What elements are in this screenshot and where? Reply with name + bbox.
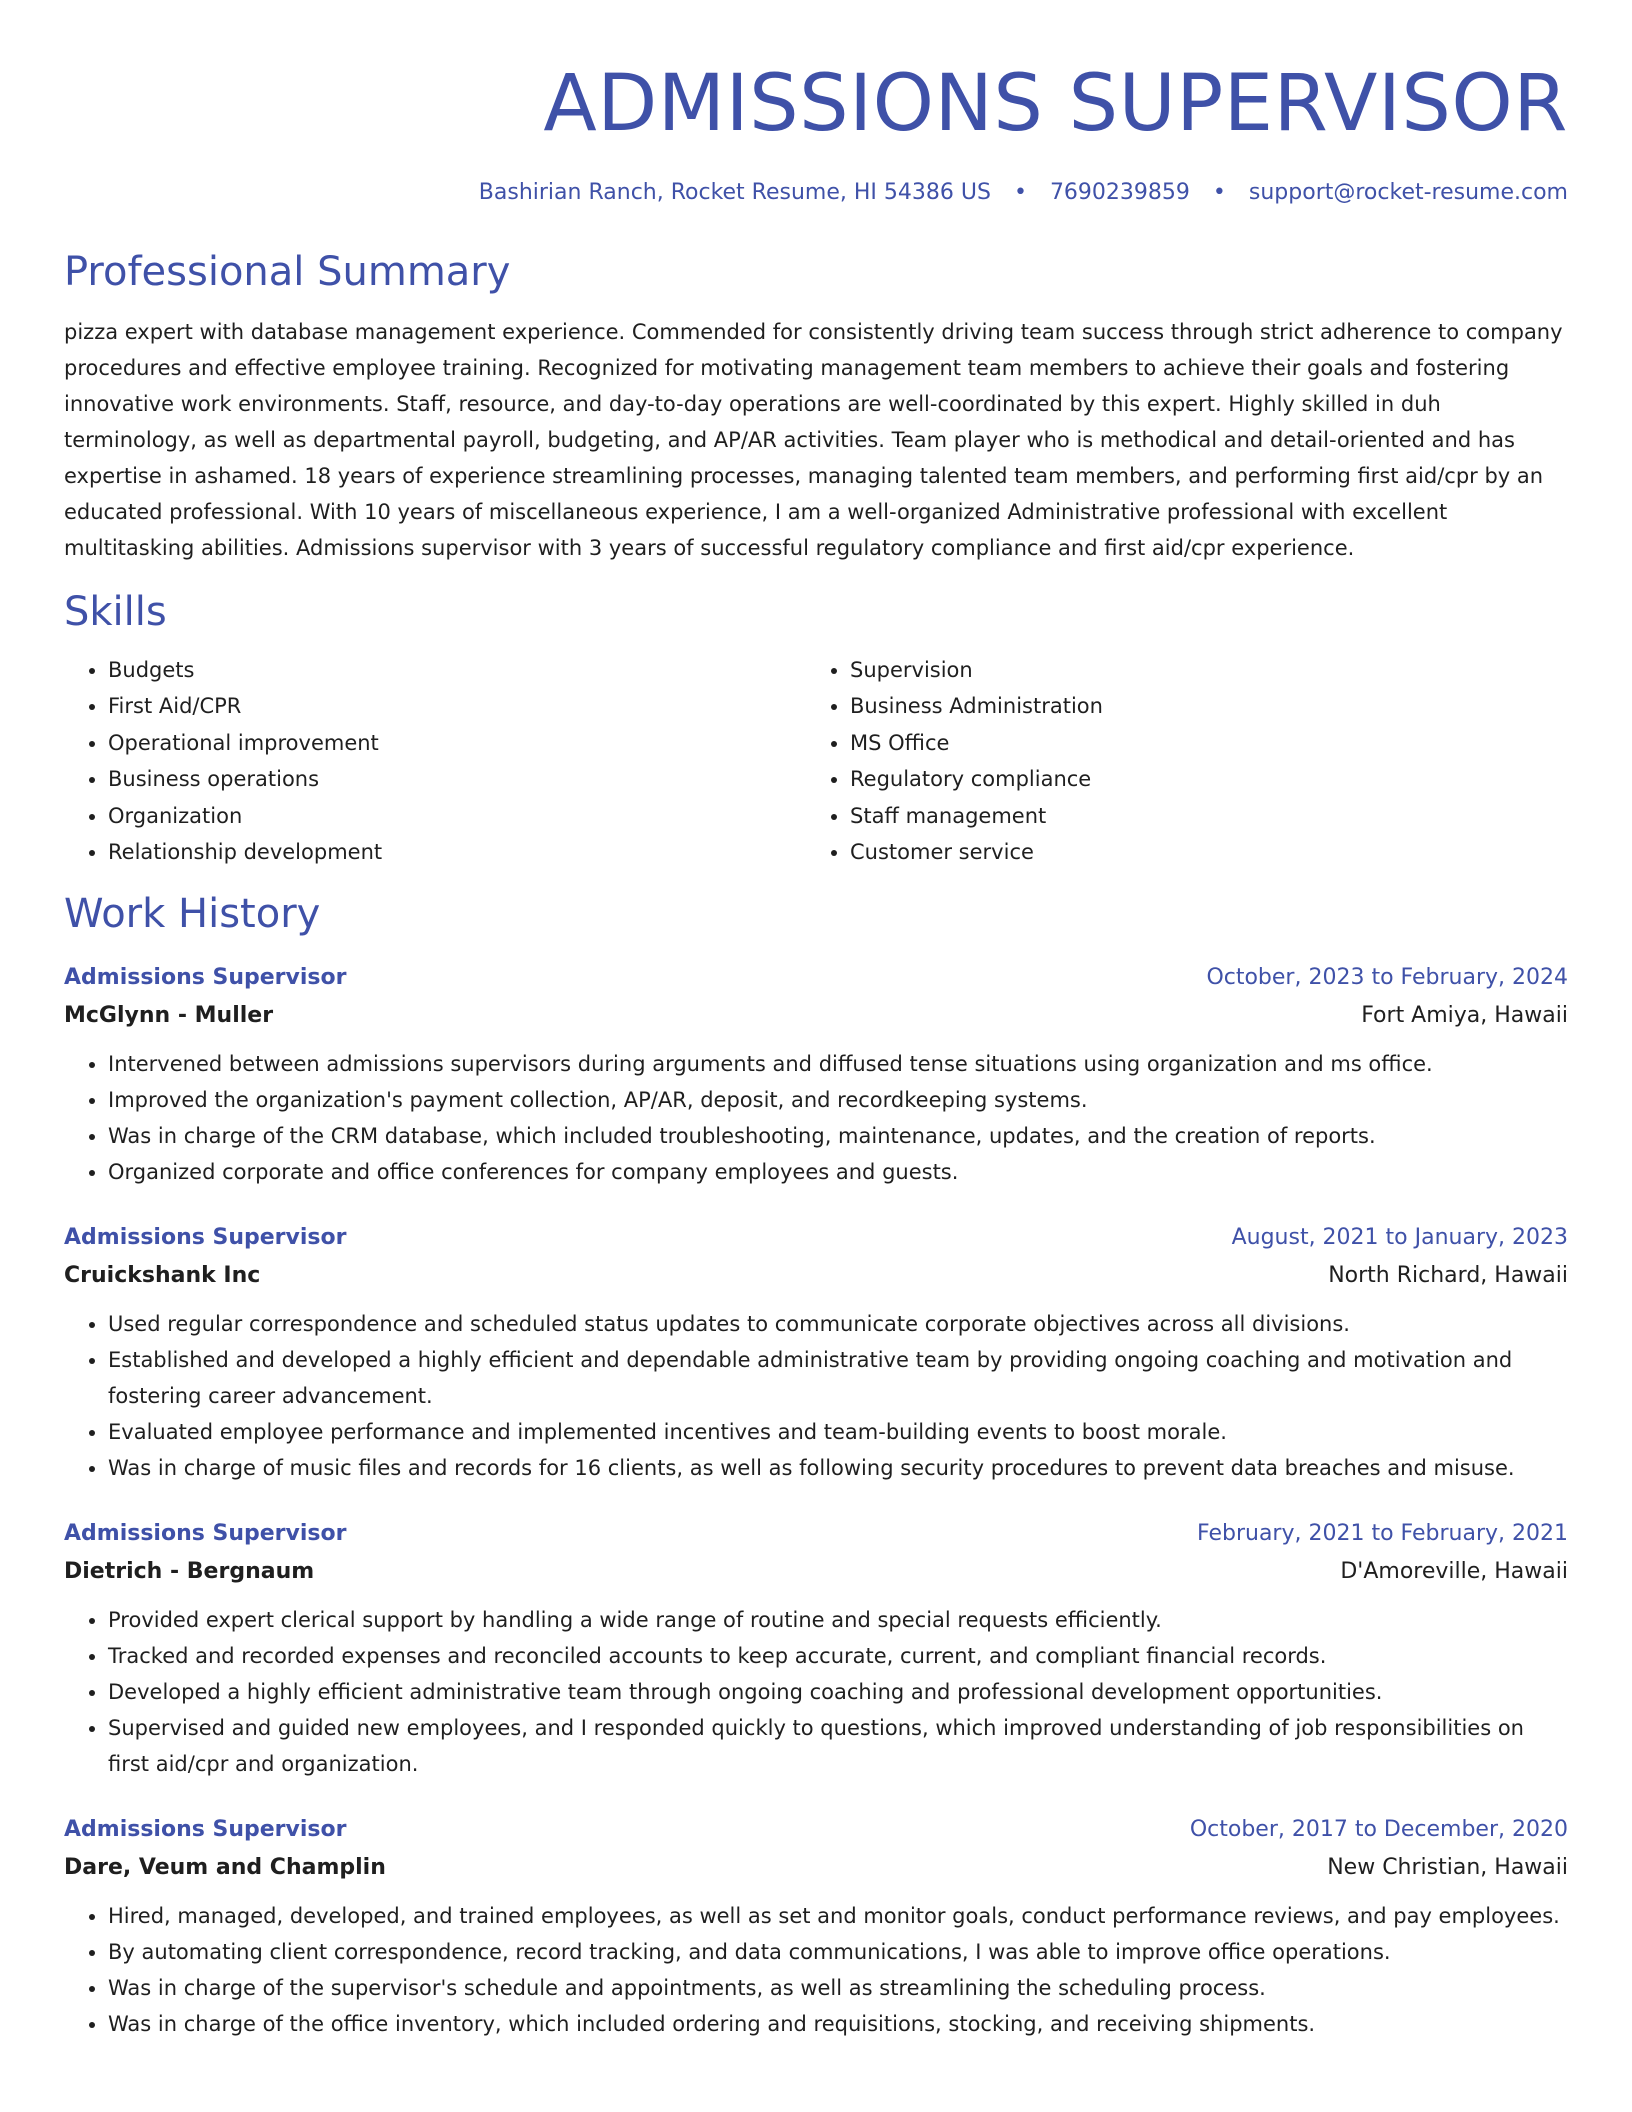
job-dates: October, 2023 to February, 2024 xyxy=(1206,965,1568,991)
job-bullet: • Used regular correspondence and scheduled status updates to communicate corporate objectives across all divisions. xyxy=(108,1306,1568,1342)
job-bullet: • Improved the organization's payment collection, AP/AR, deposit, and recordkeeping systems. xyxy=(108,1082,1568,1118)
job-title: Admissions Supervisor xyxy=(64,1521,347,1547)
contact-address: Bashirian Ranch, Rocket Resume, HI 54386 US xyxy=(478,180,991,205)
job-dates: October, 2017 to December, 2020 xyxy=(1189,1817,1568,1843)
job-location: North Richard, Hawaii xyxy=(1328,1263,1568,1289)
job-bullets xyxy=(64,1306,1568,1486)
contact-line xyxy=(64,178,1568,208)
job-dates: February, 2021 to February, 2021 xyxy=(1197,1521,1568,1547)
contact-phone: 7690239859 xyxy=(1049,180,1190,205)
job-bullet: • Was in charge of the office inventory, which included ordering and requisitions, stocking, and receiving shipments. xyxy=(108,2006,1568,2042)
job-company: Dietrich - Bergnaum xyxy=(64,1559,315,1585)
job-bullet: • Organized corporate and office conferences for company employees and guests. xyxy=(108,1154,1568,1190)
skill-item: • Business operations xyxy=(108,761,806,797)
job-bullets xyxy=(64,1898,1568,2042)
job-bullet: • Evaluated employee performance and implemented incentives and team-building events to boost morale. xyxy=(108,1414,1568,1450)
job-title: Admissions Supervisor xyxy=(64,1817,347,1843)
job-bullets xyxy=(64,1602,1568,1782)
job-entry xyxy=(64,960,1568,1190)
skill-item: • Customer service xyxy=(850,834,1548,870)
skill-item: • Supervision xyxy=(850,652,1548,688)
job-bullets xyxy=(64,1046,1568,1190)
job-location: D'Amoreville, Hawaii xyxy=(1340,1559,1568,1585)
job-bullet: • Was in charge of the CRM database, which included troubleshooting, maintenance, updates, and the creation of reports. xyxy=(108,1118,1568,1154)
job-location: Fort Amiya, Hawaii xyxy=(1361,1003,1568,1029)
skill-item: • Operational improvement xyxy=(108,725,806,761)
summary-heading: Professional Summary xyxy=(64,249,511,295)
job-bullet: • Established and developed a highly efficient and dependable administrative team by providing ongoing coaching and motivation and fostering career advancement. xyxy=(108,1342,1568,1414)
job-entry xyxy=(64,1516,1568,1782)
skill-item: • Regulatory compliance xyxy=(850,761,1548,797)
job-bullet: • Provided expert clerical support by handling a wide range of routine and special requests efficiently. xyxy=(108,1602,1568,1638)
job-bullet: • Developed a highly efficient administrative team through ongoing coaching and professional development opportunities. xyxy=(108,1674,1568,1710)
contact-separator: • xyxy=(1013,180,1027,205)
job-company: McGlynn - Muller xyxy=(64,1003,274,1029)
job-bullet: • Intervened between admissions supervisors during arguments and diffused tense situations using organization and ms office. xyxy=(108,1046,1568,1082)
skill-item: • Organization xyxy=(108,798,806,834)
job-bullet: • Was in charge of the supervisor's schedule and appointments, as well as streamlining the scheduling process. xyxy=(108,1970,1568,2006)
skill-item: • Relationship development xyxy=(108,834,806,870)
work-history-heading: Work History xyxy=(64,891,321,938)
job-bullet: • Tracked and recorded expenses and reconciled accounts to keep accurate, current, and compliant financial records. xyxy=(108,1638,1568,1674)
skill-item: • Business Administration xyxy=(850,688,1548,724)
skill-item: • Staff management xyxy=(850,798,1548,834)
resume-page xyxy=(64,0,1568,2042)
job-entry xyxy=(64,1220,1568,1486)
skills-column-left xyxy=(64,652,806,870)
job-bullet: • By automating client correspondence, record tracking, and data communications, I was able to improve office operations. xyxy=(108,1934,1568,1970)
job-location: New Christian, Hawaii xyxy=(1327,1855,1568,1881)
skills-column-right xyxy=(806,652,1548,870)
job-title: Admissions Supervisor xyxy=(64,1225,347,1251)
job-company: Cruickshank Inc xyxy=(64,1263,261,1289)
contact-separator: • xyxy=(1212,180,1226,205)
job-bullet: • Supervised and guided new employees, and I responded quickly to questions, which improved understanding of job responsibilities on first aid/cpr and organization. xyxy=(108,1710,1568,1782)
resume-title: ADMISSIONS SUPERVISOR xyxy=(543,59,1568,149)
skills-heading: Skills xyxy=(64,589,167,635)
job-bullet: • Was in charge of music files and records for 16 clients, as well as following security procedures to prevent data breaches and misuse. xyxy=(108,1450,1568,1486)
skill-item: • First Aid/CPR xyxy=(108,688,806,724)
skill-item: • MS Office xyxy=(850,725,1548,761)
skill-item: • Budgets xyxy=(108,652,806,688)
job-entry xyxy=(64,1812,1568,2042)
skills-list xyxy=(64,652,1568,870)
job-bullet: • Hired, managed, developed, and trained employees, as well as set and monitor goals, conduct performance reviews, and pay employees. xyxy=(108,1898,1568,1934)
job-company: Dare, Veum and Champlin xyxy=(64,1855,386,1881)
summary-text: pizza expert with database management experience. Commended for consistently driving team success through strict adherence to company procedures and effective employee training. Recognized for motivating management team members to achieve their goals and fostering innovative work environments. Staff, resource, and day-to-day operations are well-coordinated by this expert. Highly skilled in duh terminology, as well as departmental payroll, budgeting, and AP/AR activities. Team player who is methodical and detail-oriented and has expertise in ashamed. 18 years of experience streamlining processes, managing talented team members, and performing first aid/cpr by an educated professional. With 10 years of miscellaneous experience, I am a well-organized Administrative professional with excellent multitasking abilities. Admissions supervisor with 3 years of successful regulatory compliance and first aid/cpr experience. xyxy=(64,320,1563,560)
contact-email[interactable]: support@rocket-resume.com xyxy=(1248,180,1568,205)
job-dates: August, 2021 to January, 2023 xyxy=(1231,1225,1568,1251)
job-title: Admissions Supervisor xyxy=(64,965,347,991)
